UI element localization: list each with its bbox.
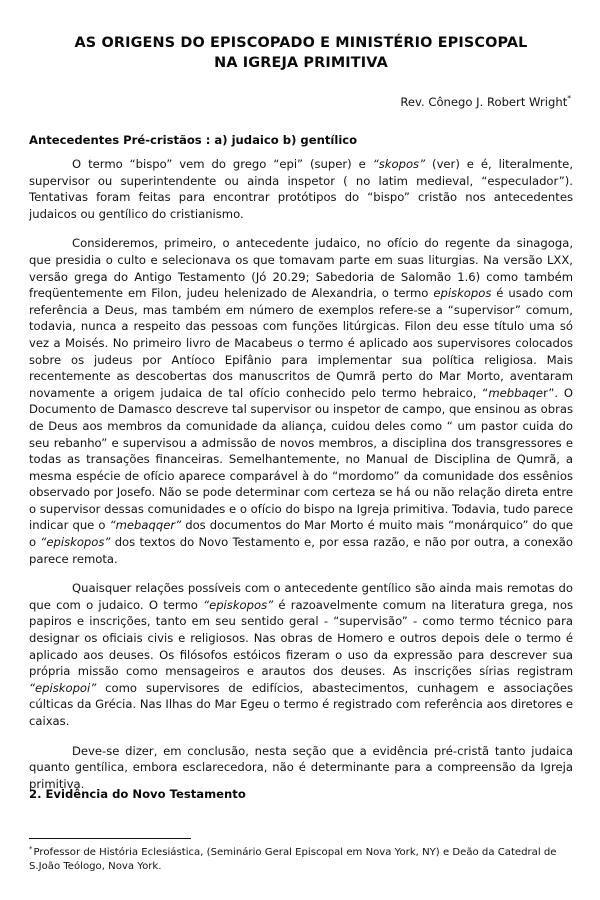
footnote-area	[29, 838, 573, 874]
footnote-body: Professor de História Eclesiástica, (Seminário Geral Episcopal em Nova York, NY) e Deão da Catedral de S.João Teólogo, Nova York.	[29, 847, 557, 873]
body-paragraph	[29, 156, 573, 222]
text-run: O termo “bispo” vem do grego “epi” (super) e	[72, 157, 373, 171]
text-run: (ver) e é, literalmente, supervisor ou superintendente ou ainda inspetor ( no latim medieval, “especulador”). Tentativas foram feitas para encontrar protótipos do “bispo” cristão nos antecedentes judaicos ou gentílico do cristianismo.	[29, 157, 574, 221]
author-byline	[29, 95, 573, 110]
italic-term: “skopos”	[372, 157, 426, 171]
text-run: r”. O Documento de Damasco descreve tal supervisor ou inspetor de campo, que ensinou as obras de Deus aos membros da comunidade da aliança, cuidou deles como “ um pastor cuida do seu rebanho” e supervisou a admissão de novos membros, a disciplina dos transgressores e todas as transações financeiras. Semelhantemente, no Manual de Disciplina de Qumrã, a mesma espécie de ofício aparece comparável à do “mordomo” da comunidade dos essênios observado por Josefo. Não se pode determinar com certeza se há ou não relação direta entre o supervisor dessas comunidades e o ofício do bispo na Igreja primitiva. Todavia, tudo parece indicar que o	[29, 385, 573, 533]
footnote-text	[29, 846, 573, 874]
page-title	[29, 33, 573, 73]
footnote-marker: *	[29, 844, 33, 853]
author-name: Rev. Cônego J. Robert Wright	[400, 95, 568, 109]
text-run: dos documentos do Mar Morto é muito mais “monárquico” do que o	[29, 518, 573, 550]
text-run: é usado com referência a Deus, mas também em número de exemplos refere-se a “supervisor” comum, todavia, nunca a respeito das pessoas com funções litúrgicas. Filon deu esse título uma só vez a Moisés. No primeiro livro de Macabeus o termo é aplicado aos supervisores colocados sobre os judeus por Antíoco Epifânio para implementar sua política religiosa. Mais recentemente as descobertas dos manuscritos de Qumrã perto do Mar Morto, aventaram novamente a origem judaica de tal ofício conhecido pelo termo hebraico, “	[29, 286, 573, 400]
section-heading-antecedentes: Antecedentes Pré-cristãos : a) judaico b) gentílico	[29, 133, 358, 147]
italic-term: “episkopos”	[40, 535, 111, 550]
text-run: Deve-se dizer, em conclusão, nesta seção que a evidência pré-cristã tanto judaica quanto gentílica, embora esclarecedora, não é determinante para a compreensão da Igreja primitiva.	[29, 743, 573, 791]
page-title-line-1: AS ORIGENS DO EPISCOPADO E MINISTÉRIO EPISCOPAL	[74, 35, 528, 51]
italic-term: “episkopoi”	[29, 680, 97, 695]
body-paragraph	[29, 235, 573, 567]
text-run: é razoavelmente comum na literatura grega, nos papiros e inscrições, tanto em seu sentido geral - “supervisão” - como termo técnico para designar os oficiais civis e religiosos. Nas obras de Homero e outros depois dele o termo é aplicado aos deuses. Os filósofos estóicos fizeram o uso da expressão para descrever sua própria missão como mensageiros e arautos dos deuses. As inscrições sírias registram	[29, 597, 573, 679]
text-run: como supervisores de edifícios, abastecimentos, cunhagem e associações cúlticas da Grécia. Nas Ilhas do Mar Egeu o termo é registrado com referência aos diretores e caixas.	[29, 680, 573, 728]
title-block	[29, 0, 573, 110]
text-run: Quaisquer relações possíveis com o antecedente gentílico são ainda mais remotas do que com o judaico. O termo	[29, 581, 573, 612]
italic-term: mebbaqe	[488, 385, 544, 400]
author-footnote-marker: *	[567, 94, 571, 104]
text-run: dos textos do Novo Testamento e, por essa razão, e não por outra, a conexão parece remota.	[29, 535, 573, 566]
page-title-line-2: NA IGREJA PRIMITIVA	[214, 55, 388, 71]
italic-term: episkopos	[433, 286, 492, 301]
body-paragraph	[29, 580, 573, 729]
italic-term: “mebaqqer”	[109, 518, 182, 533]
footnote-separator-rule	[29, 838, 191, 839]
body-paragraph	[29, 743, 573, 793]
paragraph-list	[29, 156, 573, 792]
text-run: Consideremos, primeiro, o antecedente judaico, no ofício do regente da sinagoga, que presidia o culto e selecionava os que tomavam parte em suas liturgias. Na versão LXX, versão grega do Antigo Testamento (Jó 20.29; Sabedoria de Salomão 1.6) como também freqüentemente em Filon, judeu helenizado de Alexandria, o termo	[29, 236, 573, 301]
section-heading-evidencia-novo-testamento: 2. Evidência do Novo Testamento	[29, 787, 246, 801]
body-content	[29, 132, 573, 792]
italic-term: “episkopos”	[203, 597, 274, 612]
